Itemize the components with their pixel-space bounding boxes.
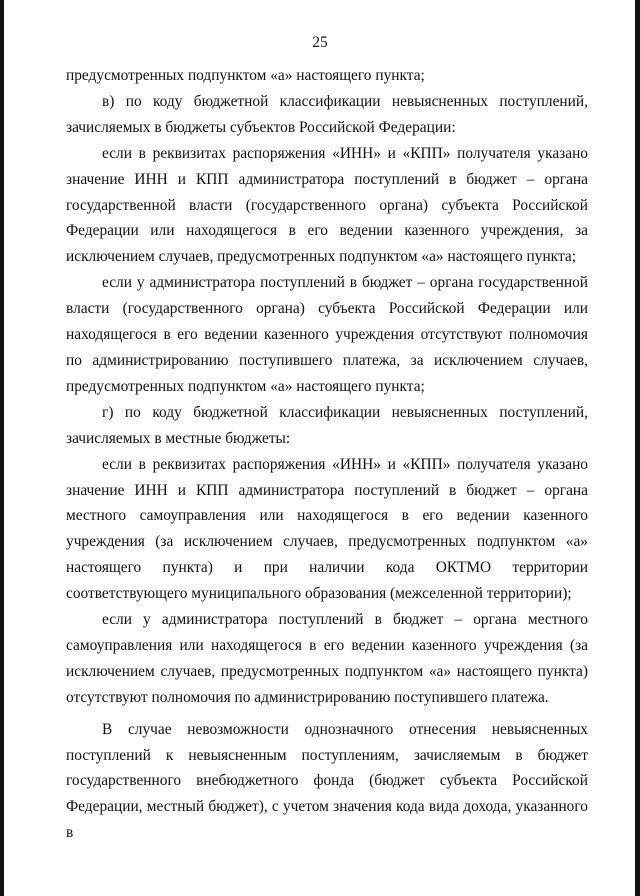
document-body	[66, 63, 588, 846]
paragraph-continuation: предусмотренных подпунктом «а» настоящего пункта;	[66, 67, 425, 84]
paragraph-item-v: в) по коду бюджетной классификации невыясненных поступлений, зачисляемых в бюджеты субъектов Российской Федерации:	[66, 92, 588, 136]
paragraph-final: В случае невозможности однозначного отнесения невыясненных поступлений к невыясненным поступлениям, зачисляемым в бюджет государственного внебюджетного фонда (бюджет субъекта Российской Федерации, местный бюджет), с учетом значения кода вида дохода, указанного в	[66, 720, 588, 842]
paragraph-v-condition-1: если в реквизитах распоряжения «ИНН» и «КПП» получателя указано значение ИНН и КПП администратора поступлений в бюджет – органа государственной власти (государственного органа) субъекта Российской Федерации или находящегося в его ведении казенного учреждения, за исключением случаев, предусмотренных подпунктом «а» настоящего пункта;	[66, 144, 588, 266]
paragraph-item-g: г) по коду бюджетной классификации невыясненных поступлений, зачисляемых в местные бюджеты:	[66, 403, 588, 447]
page-number: 25	[312, 34, 328, 51]
paragraph-g-condition-2: если у администратора поступлений в бюджет – органа местного самоуправления или находящегося в его ведении казенного учреждения (за исключением случаев, предусмотренных подпунктом «а» настоящего пункта) отсутствуют полномочия по администрированию поступившего платежа.	[66, 611, 588, 706]
paragraph-v-condition-2: если у администратора поступлений в бюджет – органа государственной власти (государственного органа) субъекта Российской Федерации или находящегося в его ведении казенного учреждения отсутствуют полномочия по администрированию поступившего платежа, за исключением случаев, предусмотренных подпунктом «а» настоящего пункта;	[66, 274, 588, 395]
paragraph-g-condition-1: если в реквизитах распоряжения «ИНН» и «КПП» получателя указано значение ИНН и КПП администратора поступлений в бюджет – органа местного самоуправления или находящегося в его ведении казенного учреждения (за исключением случаев, предусмотренных подпунктом «а» настоящего пункта) и при наличии кода ОКТМО территории соответствующего муниципального образования (межселенной территории);	[66, 455, 588, 603]
